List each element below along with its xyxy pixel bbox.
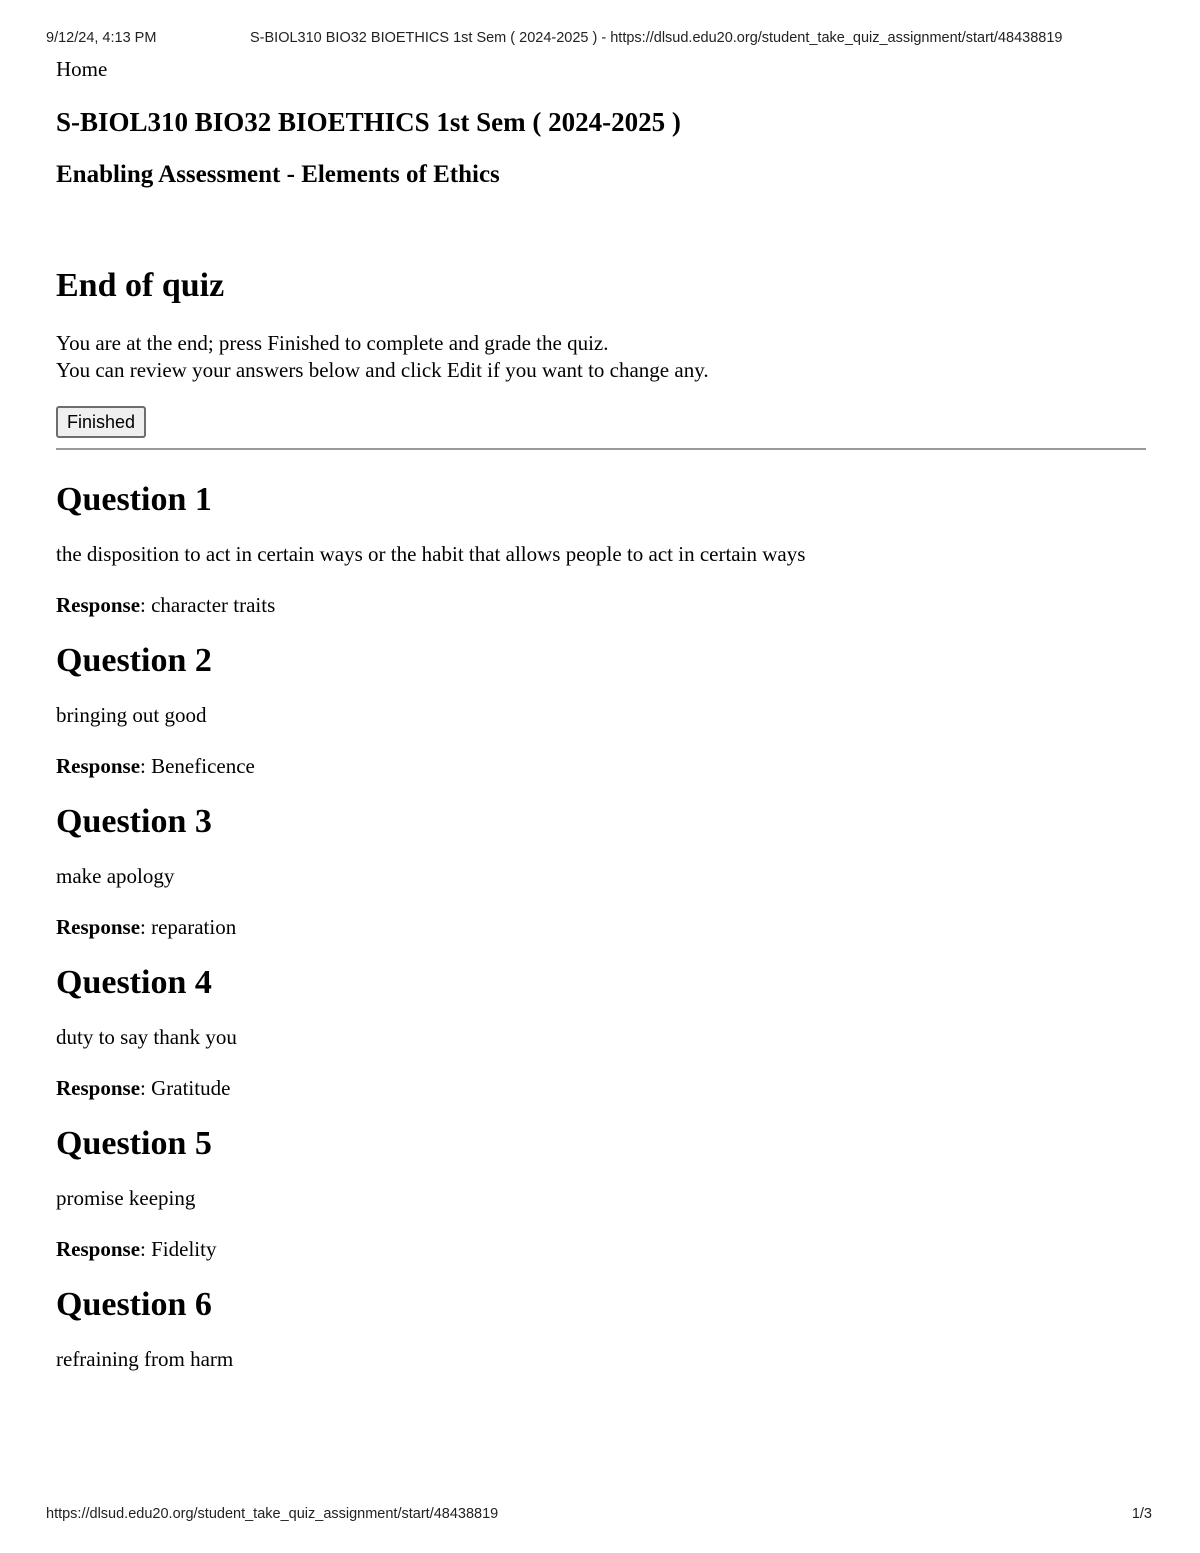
page-number: 1/3	[1131, 1506, 1152, 1522]
question-heading: Question 2	[56, 642, 212, 679]
question-4	[56, 963, 1146, 1101]
print-footer	[0, 1506, 1200, 1526]
question-3	[56, 802, 1146, 940]
question-response: Response: Gratitude	[56, 1076, 231, 1100]
question-text: the disposition to act in certain ways or the habit that allows people to act in certain ways	[56, 542, 806, 566]
response-value: Fidelity	[151, 1237, 217, 1261]
question-text: make apology	[56, 864, 175, 888]
question-text: duty to say thank you	[56, 1025, 237, 1049]
instruction-line-1: You are at the end; press Finished to complete and grade the quiz.	[56, 331, 609, 355]
response-label: Response	[56, 754, 141, 778]
quiz-title: Enabling Assessment - Elements of Ethics	[56, 161, 500, 188]
print-page-title: S-BIOL310 BIO32 BIOETHICS 1st Sem ( 2024-2025 ) - https://dlsud.edu20.org/student_take_quiz_assignment/start/48438819	[250, 30, 1063, 46]
print-url: https://dlsud.edu20.org/student_take_quiz_assignment/start/48438819	[46, 1506, 499, 1522]
question-5	[56, 1124, 1146, 1262]
response-value: character traits	[151, 593, 276, 617]
instruction-line-2: You can review your answers below and click Edit if you want to change any.	[56, 358, 709, 382]
home-link[interactable]: Home	[56, 57, 108, 81]
question-heading: Question 4	[56, 964, 212, 1001]
question-response: Response: reparation	[56, 915, 237, 939]
end-instructions	[56, 330, 1146, 384]
question-2	[56, 641, 1146, 779]
question-text: bringing out good	[56, 703, 207, 727]
response-value: Beneficence	[151, 754, 255, 778]
response-label: Response	[56, 915, 141, 939]
finished-button[interactable]: Finished	[56, 406, 146, 438]
question-heading: Question 3	[56, 803, 212, 840]
question-heading: Question 6	[56, 1286, 212, 1323]
divider	[56, 448, 1146, 450]
end-of-quiz-heading: End of quiz	[56, 267, 225, 304]
course-title: S-BIOL310 BIO32 BIOETHICS 1st Sem ( 2024-2025 )	[56, 107, 681, 137]
response-value: Gratitude	[151, 1076, 231, 1100]
question-response: Response: Fidelity	[56, 1237, 217, 1261]
question-1	[56, 480, 1146, 618]
print-header	[0, 30, 1200, 50]
question-response: Response: character traits	[56, 593, 276, 617]
print-date: 9/12/24, 4:13 PM	[46, 30, 157, 46]
question-heading: Question 1	[56, 481, 212, 518]
quiz-content	[56, 52, 1146, 1372]
response-label: Response	[56, 1237, 141, 1261]
response-label: Response	[56, 1076, 141, 1100]
response-value: reparation	[151, 915, 237, 939]
question-6	[56, 1285, 1146, 1372]
question-text: refraining from harm	[56, 1347, 234, 1371]
question-text: promise keeping	[56, 1186, 196, 1210]
response-label: Response	[56, 593, 141, 617]
question-heading: Question 5	[56, 1125, 212, 1162]
question-response: Response: Beneficence	[56, 754, 255, 778]
